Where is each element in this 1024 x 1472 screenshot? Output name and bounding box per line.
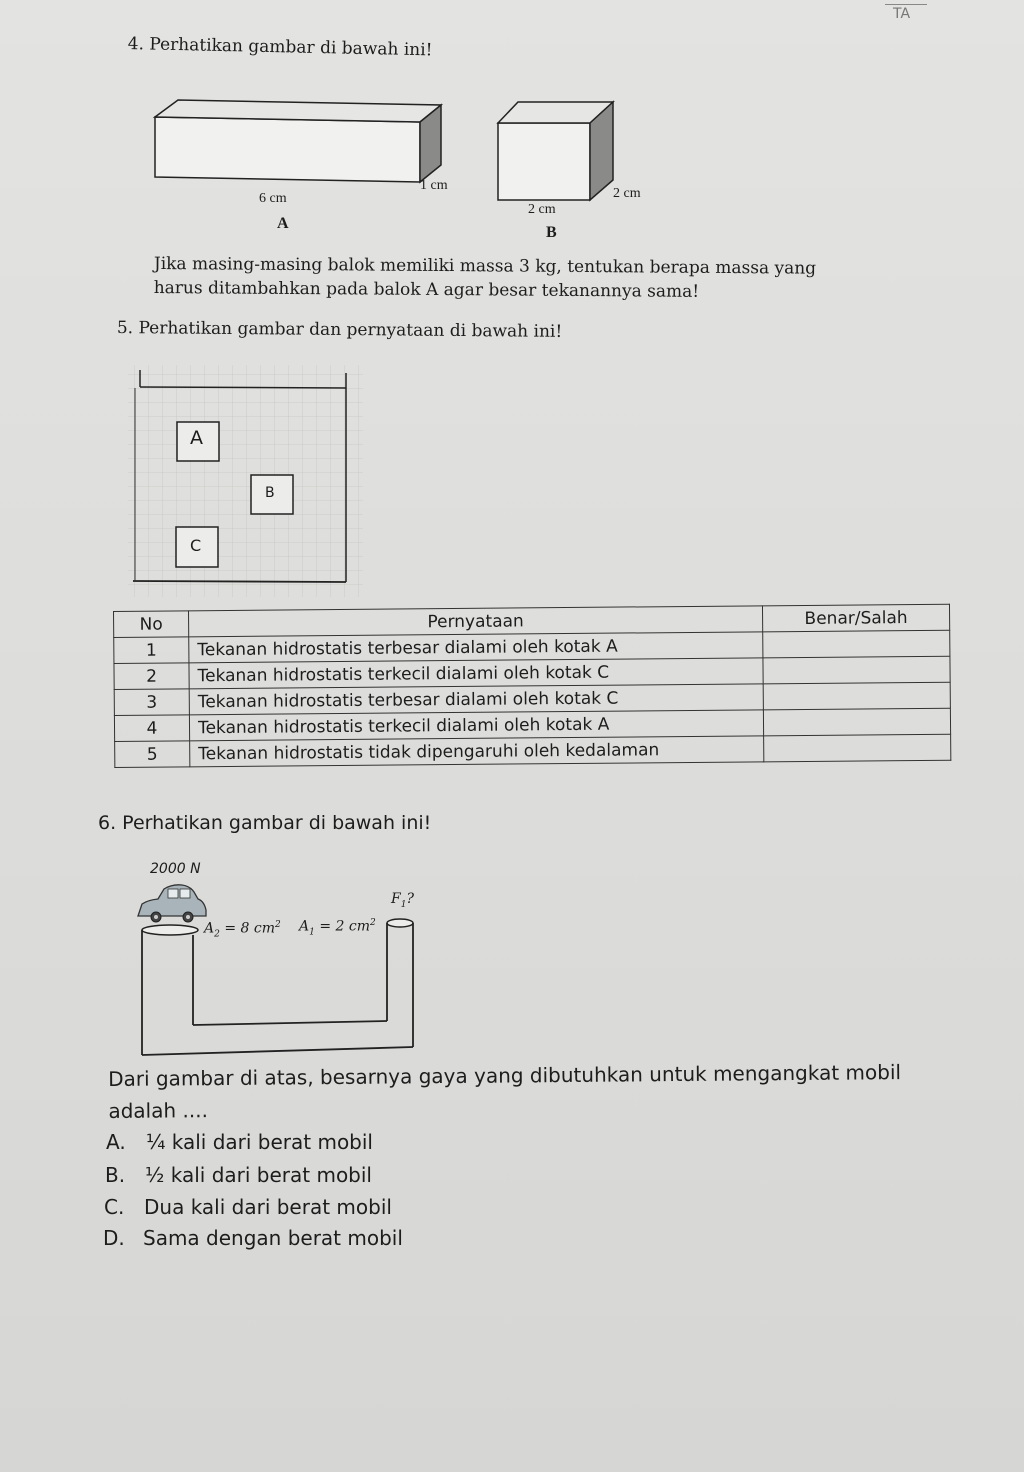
area-a2-label bbox=[204, 920, 281, 939]
car-icon bbox=[138, 885, 206, 922]
row-statement: Tekanan hidrostatis tidak dipengaruhi oleh kedalaman bbox=[190, 736, 764, 767]
row-answer bbox=[763, 708, 950, 736]
row-no: 3 bbox=[114, 689, 189, 716]
area-a2-letter: A bbox=[204, 920, 215, 937]
statement-table bbox=[113, 604, 951, 768]
block-a-length: 6 cm bbox=[259, 191, 287, 206]
row-no: 5 bbox=[115, 741, 190, 768]
option-d bbox=[103, 1226, 403, 1250]
q4-text-line1: Jika masing-masing balok memiliki massa 3 kg, tentukan berapa massa yang bbox=[153, 253, 817, 279]
option-a-letter: A. bbox=[106, 1130, 126, 1154]
row-answer bbox=[763, 682, 950, 710]
row-statement: Tekanan hidrostatis terkecil dialami oleh kotak A bbox=[189, 710, 763, 741]
area-a1-label bbox=[299, 918, 376, 937]
box-a-label: A bbox=[190, 427, 203, 449]
row-answer bbox=[763, 630, 950, 658]
row-statement: Tekanan hidrostatis terbesar dialami oleh kotak C bbox=[189, 684, 763, 715]
q4-title: 4. Perhatikan gambar di bawah ini! bbox=[127, 34, 433, 61]
row-answer bbox=[764, 734, 951, 762]
grid-background bbox=[128, 365, 363, 597]
q6-text-line2: adalah .... bbox=[108, 1098, 209, 1123]
force-f1-label bbox=[391, 891, 414, 910]
option-c-text: Dua kali dari berat mobil bbox=[144, 1195, 392, 1219]
q6-text-line1: Dari gambar di atas, besarnya gaya yang dibutuhkan untuk mengangkat mobil bbox=[108, 1060, 902, 1091]
q5-container-figure bbox=[120, 360, 370, 600]
area-a2-exponent: 2 bbox=[274, 920, 281, 930]
option-a bbox=[106, 1130, 373, 1154]
block-b-label: B bbox=[546, 224, 557, 241]
area-a1-value: = 2 cm bbox=[319, 918, 370, 935]
block-b bbox=[498, 102, 613, 200]
header-benar-salah: Benar/Salah bbox=[762, 604, 949, 632]
page-mark-overline bbox=[885, 4, 927, 5]
row-statement: Tekanan hidrostatis terbesar dialami oleh kotak A bbox=[189, 632, 763, 663]
header-no: No bbox=[114, 611, 189, 638]
area-a1-letter: A bbox=[299, 918, 310, 935]
option-c-letter: C. bbox=[104, 1195, 125, 1219]
block-a-label: A bbox=[277, 215, 289, 232]
block-b-width: 2 cm bbox=[528, 202, 556, 217]
area-a1-subscript: 1 bbox=[309, 927, 315, 938]
option-b bbox=[105, 1163, 372, 1187]
option-b-letter: B. bbox=[105, 1163, 126, 1187]
q6-title: 6. Perhatikan gambar di bawah ini! bbox=[98, 812, 432, 834]
force-f1-letter: F bbox=[391, 891, 401, 907]
box-b-label: B bbox=[265, 485, 275, 501]
block-a bbox=[155, 100, 441, 182]
option-d-text: Sama dengan berat mobil bbox=[143, 1226, 403, 1250]
area-a1-exponent: 2 bbox=[369, 918, 376, 928]
row-statement: Tekanan hidrostatis terkecil dialami oleh kotak C bbox=[189, 658, 763, 689]
q5-title: 5. Perhatikan gambar dan pernyataan di bawah ini! bbox=[116, 318, 563, 342]
option-d-letter: D. bbox=[103, 1226, 125, 1250]
force-f1-subscript: 1 bbox=[400, 899, 407, 910]
row-no: 1 bbox=[114, 637, 189, 664]
header-pernyataan: Pernyataan bbox=[189, 606, 763, 637]
block-b-depth: 2 cm bbox=[613, 186, 641, 201]
page-mark: TA bbox=[893, 6, 911, 22]
hydraulic-press-figure bbox=[128, 880, 428, 1065]
row-no: 4 bbox=[114, 715, 189, 742]
force-f1-question: ? bbox=[406, 891, 414, 907]
box-c-label: C bbox=[190, 536, 202, 555]
row-no: 2 bbox=[114, 663, 189, 690]
option-c bbox=[104, 1195, 392, 1219]
q4-text-line2: harus ditambahkan pada balok A agar besar tekanannya sama! bbox=[153, 277, 700, 302]
area-a2-subscript: 2 bbox=[214, 929, 220, 940]
q4-blocks-figure bbox=[140, 92, 660, 252]
block-a-depth: 1 cm bbox=[420, 178, 448, 193]
area-a2-value: = 8 cm bbox=[224, 920, 275, 937]
row-answer bbox=[763, 656, 950, 684]
option-a-text: ¼ kali dari berat mobil bbox=[146, 1130, 373, 1154]
option-b-text: ½ kali dari berat mobil bbox=[145, 1163, 372, 1187]
car-weight-label: 2000 N bbox=[150, 861, 201, 877]
